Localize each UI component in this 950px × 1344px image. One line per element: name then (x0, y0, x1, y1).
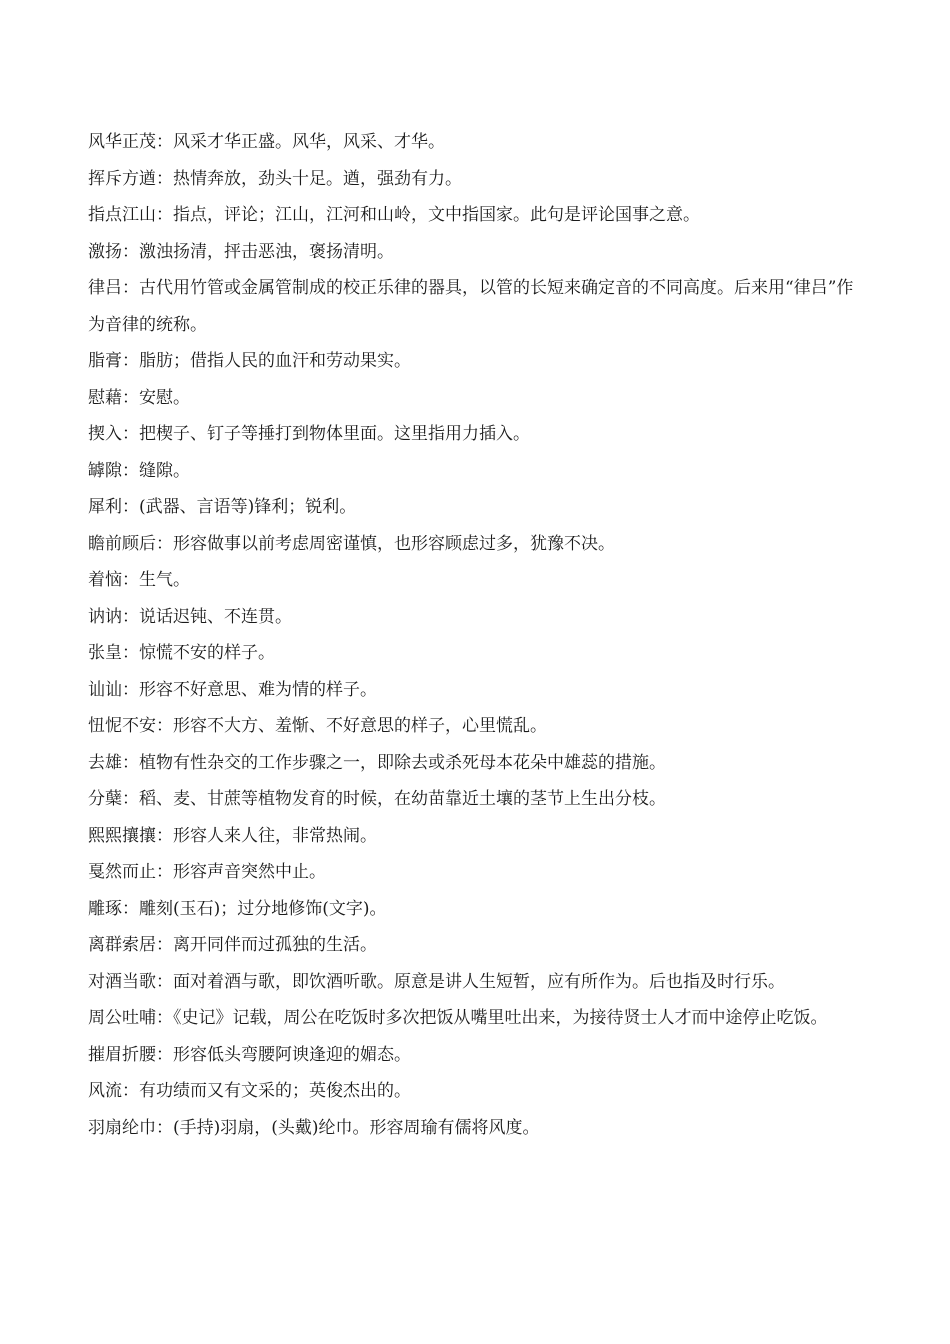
glossary-entry: 周公吐哺：《史记》记载，周公在吃饭时多次把饭从嘴里吐出来，为接待贤士人才而中途停止吃饭。 (88, 1008, 828, 1028)
glossary-entry: 揳入：把楔子、钉子等捶打到物体里面。这里指用力插入。 (88, 424, 530, 444)
glossary-entry: 讷讷：说话迟钝、不连贯。 (88, 606, 292, 627)
glossary-entry: 罅隙：缝隙。 (88, 460, 190, 481)
glossary-entry: 分蘖：稻、麦、甘蔗等植物发育的时候，在幼苗靠近土壤的茎节上生出分枝。 (88, 789, 666, 809)
glossary-entry: 熙熙攘攘：形容人来人往，非常热闹。 (88, 825, 377, 846)
glossary-entry: 雕琢：雕刻(玉石)；过分地修饰(文字)。 (88, 898, 387, 919)
glossary-entry: 忸怩不安：形容不大方、羞惭、不好意思的样子，心里慌乱。 (88, 716, 547, 736)
glossary-entry: 讪讪：形容不好意思、难为情的样子。 (88, 679, 377, 700)
glossary-entry: 风流：有功绩而又有文采的；英俊杰出的。 (88, 1081, 411, 1101)
glossary-list (88, 124, 858, 1146)
glossary-entry: 风华正茂：风采才华正盛。风华，风采、才华。 (88, 132, 445, 152)
glossary-entry: 指点江山：指点，评论；江山，江河和山岭，文中指国家。此句是评论国事之意。 (88, 205, 700, 225)
glossary-entry: 去雄：植物有性杂交的工作步骤之一，即除去或杀死母本花朵中雄蕊的措施。 (88, 752, 666, 773)
glossary-entry: 摧眉折腰：形容低头弯腰阿谀逢迎的媚态。 (88, 1044, 411, 1065)
glossary-entry: 脂膏：脂肪；借指人民的血汗和劳动果实。 (88, 351, 411, 371)
glossary-entry: 戛然而止：形容声音突然中止。 (88, 862, 326, 882)
glossary-entry: 离群索居：离开同伴而过孤独的生活。 (88, 935, 377, 955)
glossary-entry: 犀利：(武器、言语等)锋利；锐利。 (88, 497, 357, 517)
glossary-entry: 律吕：古代用竹管或金属管制成的校正乐律的器具，以管的长短来确定音的不同高度。后来用“律吕”作为音律的统称。 (88, 278, 854, 335)
glossary-entry: 激扬：激浊扬清，抨击恶浊，褒扬清明。 (88, 241, 394, 262)
glossary-entry: 对酒当歌：面对着酒与歌，即饮酒听歌。原意是讲人生短暂，应有所作为。后也指及时行乐。 (88, 971, 785, 992)
glossary-entry: 瞻前顾后：形容做事以前考虑周密谨慎，也形容顾虑过多，犹豫不决。 (88, 533, 615, 554)
glossary-entry: 慰藉：安慰。 (88, 387, 190, 408)
glossary-entry: 羽扇纶巾：(手持)羽扇，(头戴)纶巾。形容周瑜有儒将风度。 (88, 1117, 540, 1138)
glossary-entry: 着恼：生气。 (88, 570, 190, 590)
glossary-entry: 挥斥方遒：热情奔放，劲头十足。遒，强劲有力。 (88, 168, 462, 189)
glossary-entry: 张皇：惊慌不安的样子。 (88, 643, 275, 663)
